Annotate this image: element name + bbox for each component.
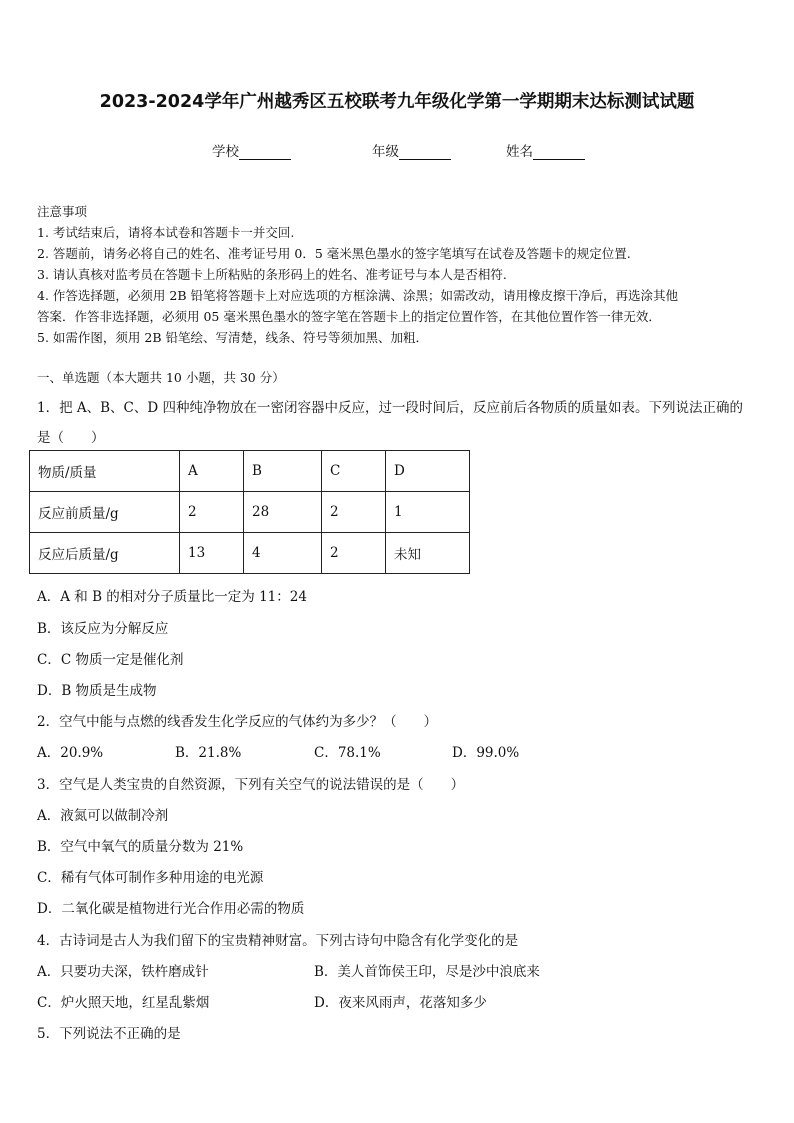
note-item: 4. 作答选择题，必须用 2B 铅笔将答题卡上对应选项的方框涂满、涂黑；如需改动，请用橡皮擦干净后，再选涂其他 (37, 288, 678, 303)
table-cell: 反应后质量/g (30, 533, 180, 574)
q1-stem-cont: 是（ ） (37, 430, 105, 446)
q4-option-a: A．只要功夫深，铁杵磨成针 (37, 964, 209, 980)
grade-label: 年级 (372, 144, 399, 160)
school-field (212, 140, 291, 160)
table-cell: C (322, 451, 386, 492)
table-cell: 物质/质量 (30, 451, 180, 492)
q3-option-d: D．二氧化碳是植物进行光合作用必需的物质 (37, 901, 305, 917)
q1-option-c: C．C 物质一定是催化剂 (37, 652, 184, 668)
note-item: 2. 答题前，请务必将自己的姓名、准考证号用 0．5 毫米黑色墨水的签字笔填写在试卷及答题卡的规定位置. (37, 246, 631, 261)
table-cell: 4 (244, 533, 322, 574)
table-cell: 28 (244, 492, 322, 533)
table-cell: A (180, 451, 244, 492)
q2-option-d: D．99.0% (452, 745, 520, 761)
table-cell: 2 (322, 492, 386, 533)
note-item: 5. 如需作图，须用 2B 铅笔绘、写清楚，线条、符号等须加黑、加粗． (37, 330, 428, 345)
q5-stem: 5．下列说法不正确的是 (37, 1026, 181, 1042)
table-header-row (30, 451, 470, 492)
q1-mass-table (29, 450, 470, 574)
section-heading: 一、单选题（本大题共 10 小题，共 30 分） (37, 370, 285, 385)
table-cell: B (244, 451, 322, 492)
q2-option-c: C．78.1% (314, 745, 381, 761)
notes-heading: 注意事项 (37, 204, 88, 219)
page-title: 2023-2024学年广州越秀区五校联考九年级化学第一学期期末达标测试试题 (99, 92, 695, 112)
grade-blank (399, 145, 451, 160)
q2-option-b: B．21.8% (175, 745, 242, 761)
table-cell: 13 (180, 533, 244, 574)
q1-stem: 1．把 A、B、C、D 四种纯净物放在一密闭容器中反应，过一段时间后，反应前后各物质的质量如表。下列说法正确的 (37, 400, 743, 416)
q1-option-a: A．A 和 B 的相对分子质量比一定为 11：24 (37, 589, 307, 605)
q3-option-b: B．空气中氧气的质量分数为 21% (37, 839, 244, 855)
table-cell: 1 (386, 492, 470, 533)
table-cell: 2 (322, 533, 386, 574)
note-item: 答案．作答非选择题，必须用 05 毫米黑色墨水的签字笔在答题卡上的指定位置作答，在其他位置作答一律无效． (37, 309, 661, 324)
q1-option-b: B．该反应为分解反应 (37, 621, 169, 637)
q1-option-d: D．B 物质是生成物 (37, 683, 157, 699)
name-field (506, 140, 585, 160)
school-blank (239, 145, 291, 160)
school-label: 学校 (212, 144, 239, 160)
q3-stem: 3．空气是人类宝贵的自然资源，下列有关空气的说法错误的是（ ） (37, 777, 465, 793)
note-item: 3. 请认真核对监考员在答题卡上所粘贴的条形码上的姓名、准考证号与本人是否相符. (37, 267, 507, 282)
q2-stem: 2．空气中能与点燃的线香发生化学反应的气体约为多少？（ ） (37, 714, 438, 730)
table-cell: D (386, 451, 470, 492)
table-row (30, 492, 470, 533)
name-blank (533, 145, 585, 160)
table-cell: 2 (180, 492, 244, 533)
table-row (30, 533, 470, 574)
q3-option-a: A．液氮可以做制冷剂 (37, 808, 169, 824)
q2-option-a: A．20.9% (37, 745, 104, 761)
q4-option-b: B．美人首饰侯王印，尽是沙中浪底来 (314, 964, 540, 980)
name-label: 姓名 (506, 144, 533, 160)
table-cell: 反应前质量/g (30, 492, 180, 533)
q3-option-c: C．稀有气体可制作多种用途的电光源 (37, 870, 264, 886)
note-item: 1. 考试结束后，请将本试卷和答题卡一并交回. (37, 225, 295, 240)
q4-option-d: D．夜来风雨声，花落知多少 (314, 995, 487, 1011)
q4-stem: 4．古诗词是古人为我们留下的宝贵精神财富。下列古诗句中隐含有化学变化的是 (37, 933, 519, 949)
table-cell: 未知 (386, 533, 470, 574)
grade-field (372, 140, 451, 160)
q4-option-c: C．炉火照天地，红星乱紫烟 (37, 995, 210, 1011)
